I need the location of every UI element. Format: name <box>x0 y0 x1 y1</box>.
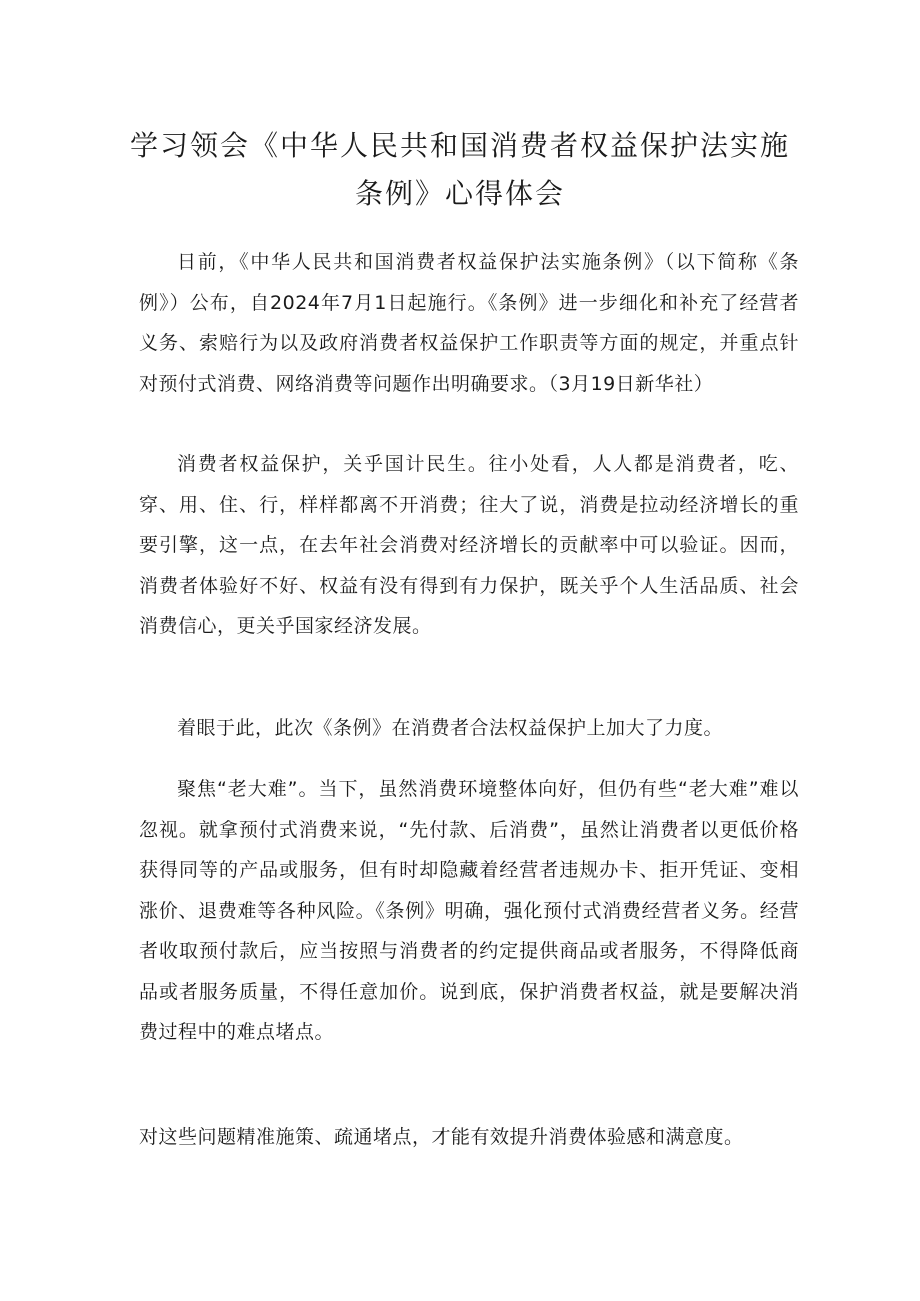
paragraph-conclusion: 对这些问题精准施策、疏通堵点，才能有效提升消费体验感和满意度。 <box>139 1126 744 1148</box>
paragraph-old-problems: 聚焦“老大难”。当下，虽然消费环境整体向好，但仍有些“老大难”难以忽视。就拿预付式消费来说，“先付款、后消费”，虽然让消费者以更低价格获得同等的产品或服务，但有时却隐藏着经营者违规办卡、拒开凭证、变相涨价、退费难等各种风险。《条例》明确，强化预付式消费经营者义务。经营者收取预付款后，应当按照与消费者的约定提供商品或者服务，不得降低商品或者服务质量，不得任意加价。说到底，保护消费者权益，就是要解决消费过程中的难点堵点。 <box>139 778 799 1043</box>
paragraph-importance: 消费者权益保护，关乎国计民生。往小处看，人人都是消费者，吃、穿、用、住、行，样样都离不开消费；往大了说，消费是拉动经济增长的重要引擎，这一点，在去年社会消费对经济增长的贡献率中可以验证。因而，消费者体验好不好、权益有没有得到有力保护，既关乎个人生活品质、社会消费信心，更关乎国家经济发展。 <box>139 453 799 637</box>
paragraph-focus: 着眼于此，此次《条例》在消费者合法权益保护上加大了力度。 <box>177 717 724 739</box>
paragraph-intro: 日前，《中华人民共和国消费者权益保护法实施条例》（以下简称《条例》）公布，自2024年7月1日起施行。《条例》进一步细化和补充了经营者义务、索赔行为以及政府消费者权益保护工作职责等方面的规定，并重点针对预付式消费、网络消费等问题作出明确要求。（3月19日新华社） <box>139 251 799 395</box>
title-line-1: 学习领会《中华人民共和国消费者权益保护法实施 <box>129 129 790 162</box>
title-line-2: 条例》心得体会 <box>354 177 565 210</box>
document-title <box>120 122 800 218</box>
